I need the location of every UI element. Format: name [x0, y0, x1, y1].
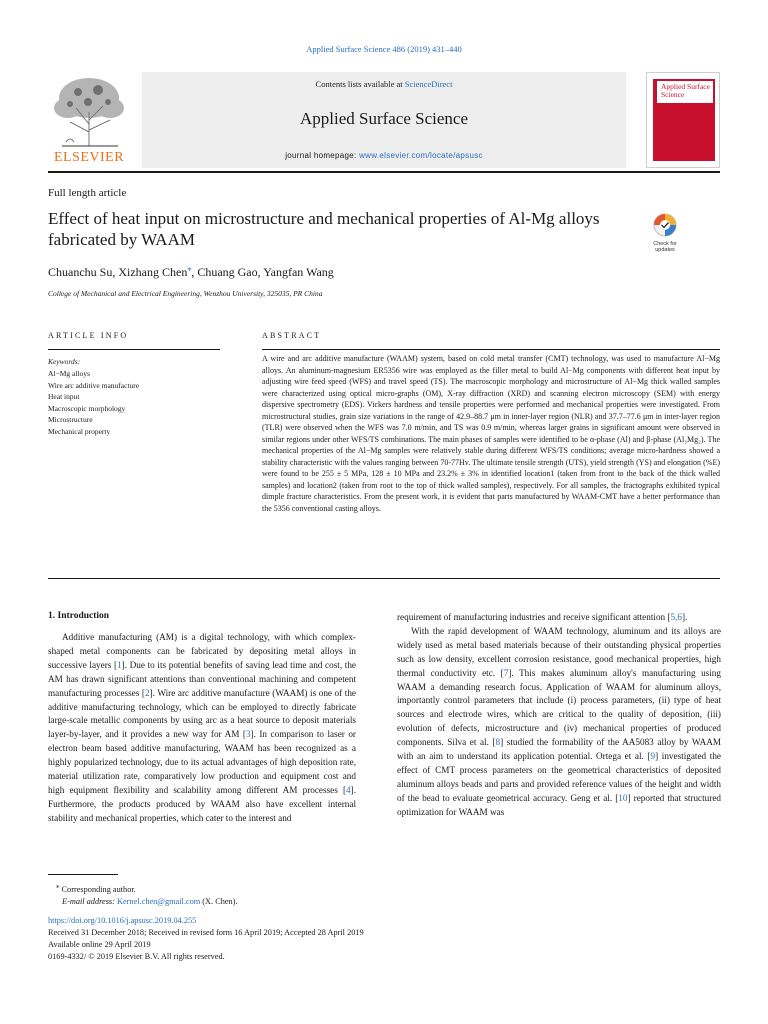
journal-reference-link[interactable]: Applied Surface Science 486 (2019) 431–440 — [306, 44, 462, 54]
elsevier-wordmark: ELSEVIER — [53, 150, 125, 165]
email-suffix: (X. Chen). — [200, 896, 238, 906]
body-column-right — [397, 611, 721, 820]
body-column-left — [48, 631, 356, 826]
citation-link[interactable]: 10 — [618, 792, 628, 803]
email-link[interactable]: Kernel.chen@gmail.com — [117, 896, 201, 906]
email-label: E-mail address: — [62, 896, 117, 906]
article-info-heading: ARTICLE INFO — [48, 331, 129, 340]
keywords-label: Keywords: — [48, 357, 81, 366]
citation-link[interactable]: 1 — [117, 659, 122, 670]
doi-link[interactable]: https://doi.org/10.1016/j.apsusc.2019.04.255 — [48, 916, 197, 925]
abstract-rule — [262, 349, 720, 350]
body-paragraph: Additive manufacturing (AM) is a digital technology, with which complex-shaped metal components can be fabricated by depositing metal alloys in successive layers [1]. Due to its potential benefits of saving lead time and cost, the AM has drawn significant attentions than conventional machining and competent manufacturing processes [2]. Wire arc additive manufacture (WAAM) is one of the additive manufacturing technology, which can be employed to directly fabricate large-scale metallic components by using arc as a heat source to deposit materials layer-by-layer, and it provides a new way for AM [3]. In comparison to laser or electron beam based additive manufacturing, WAAM has been recognized as a highly popularized technology, due to its actual advantages of high deposition rate, material utilization rate, comparatively low production and equipment cost and high equipment flexibility and scalability among different AM processes [4]. Furthermore, the products produced by WAAM also have excellent internal stability and mechanical properties, which cater to the interest and — [48, 632, 357, 823]
introduction-heading: 1. Introduction — [48, 611, 110, 621]
homepage-prefix: journal homepage: — [285, 151, 360, 160]
article-title: Effect of heat input on microstructure and mechanical properties of Al-Mg alloys fabricated by WAAM — [48, 209, 600, 249]
article-type: Full length article — [48, 187, 127, 199]
citation-link[interactable]: 5,6 — [670, 612, 682, 622]
citation-link[interactable]: 4 — [346, 784, 351, 795]
footnote — [48, 881, 238, 908]
contents-prefix: Contents lists available at — [315, 79, 405, 89]
journal-homepage — [142, 151, 626, 160]
citation-link[interactable]: 9 — [650, 751, 656, 762]
keyword: Microstructure — [48, 415, 93, 424]
keyword: Mechanical property — [48, 426, 111, 436]
abstract-bottom-rule — [48, 578, 720, 579]
homepage-link[interactable]: www.elsevier.com/locate/apsusc — [359, 151, 483, 160]
citation-link[interactable]: 7 — [503, 667, 509, 678]
abstract-text: A wire and arc additive manufacture (WAAM) system, based on cold metal transfer (CMT) technology, was used to manufacture Al−Mg alloys. An aluminum-magnesium ER5356 wire was employed as the filler metal to build Al−Mg components with different heat input by adjusting wire feed speed (WFS) and travel speed (TS). The macroscopic morphology and microstructure of Al−Mg thick walled samples were characterized using optical micro-graphs (OM), X-ray diffraction (XRD) and scanning electron microscopy (SEM) with energy dispersive spectrometry (EDS). Vickers hardness and tensile properties were performed and mechanical properties were investigated. From microstructural studies, grain size variations in the range of 42.9–88.7 μm in inner-layer region (NLR) and 37.7–77.6 μm in inter-layer region (TLR) were observed when the WFS was 7.0 m/min, and TS was 0.9 m/min, whereas larger grains in significant amount were observed in similar regions under other WFS/TS combinations. The main phases of samples were identified to be α-phase (Al) and β-phase (Al₃Mg₂). The mechanical properties of the Al−Mg samples were relatively stable during different WFS/TS conditions; average micro-hardness showed a stability characteristic with the values ranging between 70-77Hv. The ultimate tensile strength (UTS), yield strength (YS) and elongation (%E) were found to be 255 ± 5 MPa, 128 ± 10 MPa and 23.2% ± 3% in identified location1 (taken from front to the back of the thick walled samples) and location2 (taken from root to the top of thick walled samples), respectively. For all samples, the fractographs exhibited typical dimple fracture characteristics. From the present work, it is evident that parts manufactured by WAAM-CMT have a better performance than the 5356 conventional casting alloys. — [262, 354, 720, 513]
article-info-rule — [48, 349, 220, 350]
keywords-list — [48, 368, 139, 437]
keyword: Heat input — [48, 392, 80, 401]
body-paragraph: With the rapid development of WAAM technology, aluminum and its alloys are widely used as metal based materials because of their outstanding physical properties such as low density, excellent corrosion resistance, good mechanical properties, high thermal conductivity etc. [7]. This makes aluminum alloy's manufacturing using WAAM a demanding research focus. Application of WAAM for aluminum alloys, importantly control parameters that include (i) process parameters, (ii) type of heat sources and electrode wires, which are critical to the quality of deposition, (iii) evolution of defects, microstructure and (iv) mechanical properties of produced components. Silva et al. [8] studied the formability of the AA5083 alloy by WAAM with an aim to understand its application potential. Ortega et al. [9] investigated the effect of CMT process parameters on the geometrical characteristics of deposited aluminum alloys beads and parts and provided reference values of the height and width of the bead to evaluate geometrical accuracy. Geng et al. [10] reported that structured optimization for WAAM was — [397, 625, 722, 817]
keyword: Macroscopic morphology — [48, 403, 126, 413]
journal-title: Applied Surface Science — [299, 109, 469, 128]
citation-link[interactable]: 3 — [245, 729, 251, 740]
author-list — [48, 264, 334, 280]
copyright: 0169-4332/ © 2019 Elsevier B.V. All rights reserved. — [48, 952, 225, 961]
footnote-rule — [48, 874, 118, 875]
citation-link[interactable]: 8 — [495, 737, 501, 748]
article-footer — [48, 915, 364, 963]
keyword: Al−Mg alloys — [48, 369, 90, 378]
keyword: Wire arc additive manufacture — [48, 380, 140, 390]
header-rule — [48, 171, 720, 173]
affiliation: College of Mechanical and Electrical Engineering, Wenzhou University, 325035, PR China — [48, 289, 323, 298]
available-online: Available online 29 April 2019 — [48, 940, 151, 949]
svg-text:Check for: Check for — [653, 241, 677, 247]
corresponding-author-mark[interactable]: ⁎ — [187, 264, 192, 273]
footnote-mark: ⁎ — [56, 883, 60, 890]
authors-before: Chuanchu Su, Xizhang Chen — [48, 265, 188, 279]
citation-link[interactable]: 2 — [144, 687, 150, 698]
received-dates: Received 31 December 2018; Received in revised form 16 April 2019; Accepted 28 April 2019 — [48, 928, 364, 937]
contents-line — [142, 79, 626, 89]
abstract-heading: ABSTRACT — [262, 331, 322, 340]
check-for-updates-icon[interactable] — [647, 210, 683, 256]
cover-title: Applied Surface Science — [661, 82, 710, 99]
svg-text:updates: updates — [655, 247, 675, 253]
journal-cover-thumbnail — [646, 72, 720, 168]
authors-after: , Chuang Gao, Yangfan Wang — [191, 265, 334, 279]
corresponding-author-note: Corresponding author. — [59, 884, 136, 894]
body-paragraph: requirement of manufacturing industries and receive significant attention [5,6]. — [397, 612, 688, 622]
sciencedirect-link[interactable]: ScienceDirect — [404, 79, 453, 89]
